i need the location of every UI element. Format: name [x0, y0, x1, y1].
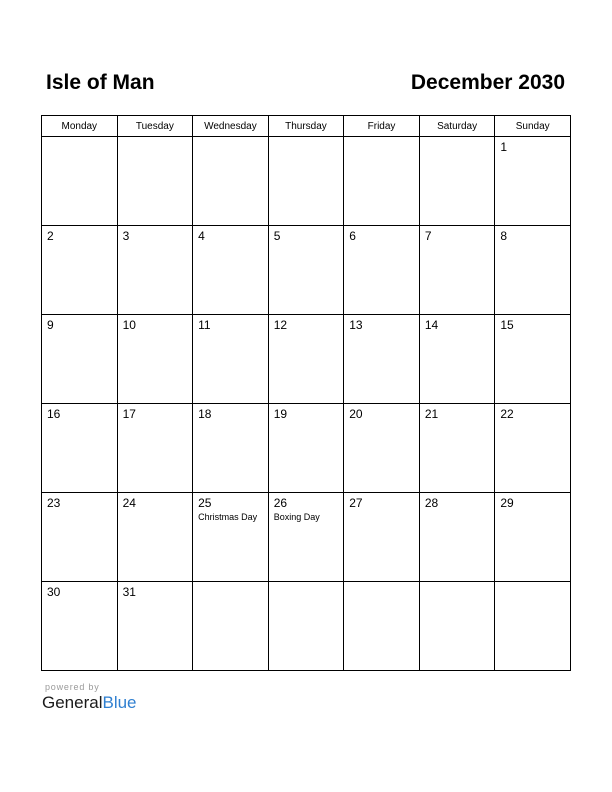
day-cell — [419, 493, 495, 582]
day-number — [344, 582, 419, 585]
day-cell — [268, 404, 344, 493]
weekday-header: Tuesday — [117, 116, 193, 137]
day-number: 20 — [349, 407, 363, 421]
day-number — [420, 582, 495, 585]
day-cell — [495, 137, 571, 226]
day-cell — [268, 493, 344, 582]
day-cell — [344, 226, 420, 315]
day-number: 19 — [273, 407, 288, 421]
day-cell — [268, 582, 344, 671]
day-number — [193, 582, 268, 585]
weekday-header: Sunday — [495, 116, 571, 137]
day-number: 28 — [424, 496, 439, 510]
day-number: 18 — [198, 407, 212, 421]
day-cell — [344, 582, 420, 671]
day-cell — [193, 137, 269, 226]
day-number: 23 — [47, 496, 61, 510]
day-number — [193, 137, 268, 140]
day-number: 2 — [47, 229, 54, 243]
day-cell — [268, 137, 344, 226]
day-number: 21 — [424, 407, 439, 421]
week-row — [42, 493, 571, 582]
day-cell — [193, 493, 269, 582]
day-number: 11 — [198, 318, 211, 332]
day-number: 8 — [500, 229, 508, 243]
day-cell — [495, 404, 571, 493]
day-number: 12 — [273, 318, 288, 332]
day-cell — [419, 404, 495, 493]
day-cell — [193, 226, 269, 315]
holiday-label: Boxing Day — [273, 512, 320, 522]
brand-text-general: General — [42, 693, 103, 712]
day-cell — [42, 315, 118, 404]
day-cell — [344, 137, 420, 226]
day-cell — [344, 315, 420, 404]
day-number: 17 — [122, 407, 136, 421]
day-number — [420, 137, 495, 140]
day-cell — [42, 226, 118, 315]
brand-text-blue: Blue — [102, 693, 137, 712]
day-number: 4 — [198, 229, 205, 243]
day-cell — [419, 137, 495, 226]
day-cell — [42, 404, 118, 493]
day-cell — [344, 404, 420, 493]
day-cell — [193, 582, 269, 671]
day-number: 5 — [273, 229, 281, 243]
day-number: 7 — [424, 229, 432, 243]
day-cell — [495, 582, 571, 671]
day-cell — [193, 404, 269, 493]
weekday-header: Thursday — [268, 116, 344, 137]
day-cell — [117, 493, 193, 582]
day-cell — [117, 582, 193, 671]
weekday-header: Wednesday — [193, 116, 269, 137]
day-cell — [117, 137, 193, 226]
powered-by-label: powered by — [45, 682, 100, 692]
day-cell — [117, 226, 193, 315]
day-cell — [268, 315, 344, 404]
day-number: 26 — [273, 496, 288, 510]
day-cell — [419, 582, 495, 671]
day-number — [42, 137, 117, 140]
day-number — [344, 137, 419, 140]
day-number: 10 — [122, 318, 136, 332]
day-number: 30 — [47, 585, 61, 599]
day-cell — [42, 137, 118, 226]
week-row — [42, 404, 571, 493]
day-number: 15 — [500, 318, 514, 332]
day-cell — [495, 226, 571, 315]
week-row — [42, 315, 571, 404]
weekday-header-row — [42, 116, 571, 137]
week-row — [42, 137, 571, 226]
day-number: 1 — [500, 140, 508, 154]
day-cell — [344, 493, 420, 582]
week-row — [42, 226, 571, 315]
country-title: Isle of Man — [46, 71, 155, 94]
day-number: 29 — [500, 496, 514, 510]
day-number: 13 — [349, 318, 363, 332]
day-number — [269, 582, 344, 585]
day-cell — [117, 315, 193, 404]
day-cell — [42, 493, 118, 582]
day-number — [269, 137, 344, 140]
day-cell — [268, 226, 344, 315]
day-number: 16 — [47, 407, 61, 421]
day-number: 25 — [198, 496, 212, 510]
day-number: 27 — [349, 496, 363, 510]
generalblue-logo[interactable] — [42, 693, 137, 713]
day-cell — [419, 226, 495, 315]
week-row — [42, 582, 571, 671]
day-cell — [42, 582, 118, 671]
day-cell — [117, 404, 193, 493]
weekday-header: Saturday — [419, 116, 495, 137]
month-year-title: December 2030 — [410, 71, 565, 94]
day-number: 24 — [122, 496, 136, 510]
holiday-label: Christmas Day — [198, 512, 258, 522]
day-number: 14 — [424, 318, 439, 332]
day-cell — [495, 315, 571, 404]
day-number: 3 — [122, 229, 130, 243]
weekday-header: Monday — [42, 116, 118, 137]
day-number: 6 — [349, 229, 356, 243]
day-number: 9 — [47, 318, 54, 332]
day-cell — [193, 315, 269, 404]
day-cell — [419, 315, 495, 404]
weekday-header: Friday — [344, 116, 420, 137]
day-number — [118, 137, 193, 140]
calendar-grid — [41, 115, 571, 671]
day-number: 31 — [122, 585, 136, 599]
day-number: 22 — [500, 407, 514, 421]
day-cell — [495, 493, 571, 582]
day-number — [495, 582, 570, 585]
